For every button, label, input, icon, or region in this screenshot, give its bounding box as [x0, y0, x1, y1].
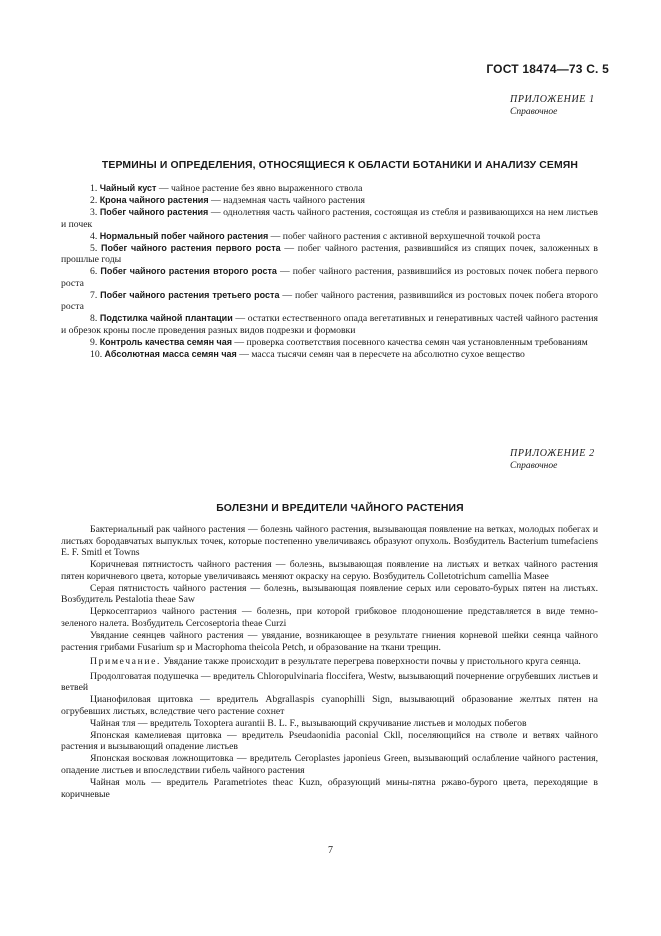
- disease-paragraph: Серая пятнистость чайного растения — болезнь, вызывающая появление серых или серовато-бурых пятен на листьях. Возбудитель Pestalotia theae Saw: [61, 582, 598, 606]
- term-definition: — чайное растение без явно выраженного ствола: [156, 183, 363, 194]
- term-item: [61, 195, 598, 207]
- term-number: 3.: [90, 206, 98, 218]
- appendix-2-heading: БОЛЕЗНИ И ВРЕДИТЕЛИ ЧАЙНОГО РАСТЕНИЯ: [216, 503, 464, 514]
- term-name: Побег чайного растения третьего роста: [100, 289, 280, 300]
- term-number: 7.: [90, 289, 98, 301]
- page-number: 7: [328, 845, 333, 856]
- term-item: [61, 313, 598, 336]
- disease-paragraph: Коричневая пятнистость чайного растения — болезнь, вызывающая появление на листьях и ветках чайного растения пятен коричневого цвета, которые увеличиваясь меняют окраску на серую. Возбудитель Colletotrichum camellia Masee: [61, 559, 598, 582]
- term-name: Чайный куст: [99, 183, 157, 193]
- term-definition: — однолетняя часть чайного растения, состоящая из стебля и развивающихся на нем листьев и почек: [61, 206, 598, 230]
- term-definition: — надземная часть чайного растения: [208, 194, 366, 206]
- appendix-1-type: Справочное: [510, 107, 558, 117]
- term-definition: — побег чайного растения с активной верхушечной точкой роста: [268, 230, 541, 242]
- pest-paragraph: Продолговатая подушечка — вредитель Chloropulvinaria floccifera, Westw, вызывающий почернение огрубевших листьев и ветвей: [61, 670, 598, 694]
- term-definition: — проверка соответствия посевного качества семян чая установленным требованиям: [232, 336, 588, 348]
- terms-list: [61, 183, 598, 360]
- term-name: Нормальный побег чайного растения: [99, 230, 269, 241]
- appendix-2-title: ПРИЛОЖЕНИЕ 2: [510, 448, 595, 459]
- term-name: Побег чайного растения второго роста: [100, 266, 277, 277]
- term-number: 1.: [90, 183, 98, 194]
- term-item: [61, 183, 598, 195]
- diseases-list: [61, 524, 598, 800]
- appendix-2-label: [510, 448, 595, 472]
- term-name: Побег чайного растения: [99, 206, 209, 217]
- term-number: 4.: [90, 230, 98, 242]
- term-item: [61, 349, 598, 361]
- term-name: Абсолютная масса семян чая: [104, 348, 237, 359]
- document-reference: ГОСТ 18474—73 С. 5: [486, 62, 609, 76]
- term-number: 2.: [90, 194, 98, 206]
- disease-paragraph: Увядание сеянцев чайного растения — увядание, возникающее в результате гниения корневой шейки сеянца чайного растения грибами Fusarium sp и Macrophoma theicola Petch, и образование на ткани трещин.: [61, 629, 598, 653]
- term-name: Побег чайного растения первого роста: [100, 242, 281, 253]
- appendix-2-type: Справочное: [510, 461, 558, 471]
- term-number: 9.: [90, 336, 98, 348]
- disease-paragraph: Церкосептариоз чайного растения — болезнь, при которой грибковое плодоношение представляется в виде темно-зеленого налета. Возбудитель Cercoseptoria theae Curzi: [61, 606, 598, 629]
- appendix-1-label: [510, 94, 595, 118]
- disease-paragraph: Бактериальный рак чайного растения — болезнь чайного растения, вызывающая появление на ветках, молодых побегах и листьях бородавчатых выпуклых точек, которые постепенно увеличиваясь образуют опухоль. Возбудитель Bacterium tumefaciens E. F. Smitl et Towns: [61, 524, 598, 559]
- term-item: [61, 290, 598, 313]
- term-definition: — побег чайного растения, развившийся из ростовых почек побега первого роста: [61, 266, 598, 289]
- pest-paragraph: Чайная моль — вредитель Parametriotes theac Kuzn, образующий мины-пятна ржаво-бурого цвета, переходящие в коричневые: [61, 776, 598, 800]
- note-paragraph: [61, 656, 598, 668]
- term-name: Подстилка чайной плантации: [99, 313, 233, 324]
- note-text: Увядание также происходит в результате перегрева поверхности почвы у пристольного круга сеянца.: [161, 656, 581, 668]
- term-number: 5.: [90, 242, 98, 254]
- term-name: Крона чайного растения: [99, 194, 209, 205]
- pest-paragraph: Чайная тля — вредитель Toxoptera aurantii B. L. F., вызывающий скручивание листьев и молодых побегов: [90, 717, 527, 729]
- term-item: [61, 337, 598, 349]
- term-name: Контроль качества семян чая: [99, 336, 232, 347]
- note-label: Примечание.: [90, 656, 162, 668]
- term-definition: — масса тысячи семян чая в пересчете на абсолютно сухое вещество: [236, 348, 525, 360]
- appendix-1-heading: ТЕРМИНЫ И ОПРЕДЕЛЕНИЯ, ОТНОСЯЩИЕСЯ К ОБЛАСТИ БОТАНИКИ И АНАЛИЗУ СЕМЯН: [101, 160, 579, 171]
- pest-paragraph: Цианофиловая щитовка — вредитель Abgrallaspis cyanophilli Sign, вызывающий образование желтых пятен на огрубевших листьях, вследствие чего растение сохнет: [61, 694, 598, 717]
- appendix-1-title: ПРИЛОЖЕНИЕ 1: [510, 94, 595, 105]
- term-number: 10.: [90, 348, 103, 360]
- term-definition: — побег чайного растения, развившийся из ростовых почек побега второго роста: [61, 289, 599, 313]
- term-item: [61, 243, 598, 266]
- term-item: [61, 231, 598, 243]
- pest-paragraph: Японская восковая ложнощитовка — вредитель Ceroplastes japonieus Green, вызывающий ослабление чайного растения, опадение листьев и впоследствии гибель чайного растения: [61, 753, 598, 776]
- term-number: 8.: [90, 313, 98, 325]
- term-definition: — остатки естественного опада вегетативных и генеративных частей чайного растения и обрезок кроны после проведения разных видов подрезки и формовки: [61, 313, 598, 336]
- term-definition: — побег чайного растения, развившийся из спящих почек, заложенных в прошлые годы: [61, 242, 598, 266]
- pest-paragraph: Японская камелиевая щитовка — вредитель Pseudaonidia paconial Ckll, поселяющийся на стволе и ветвях чайного растения и вызывающий опадение листьев: [61, 729, 598, 753]
- term-number: 6.: [90, 266, 98, 278]
- term-item: [61, 266, 598, 289]
- term-item: [61, 207, 598, 230]
